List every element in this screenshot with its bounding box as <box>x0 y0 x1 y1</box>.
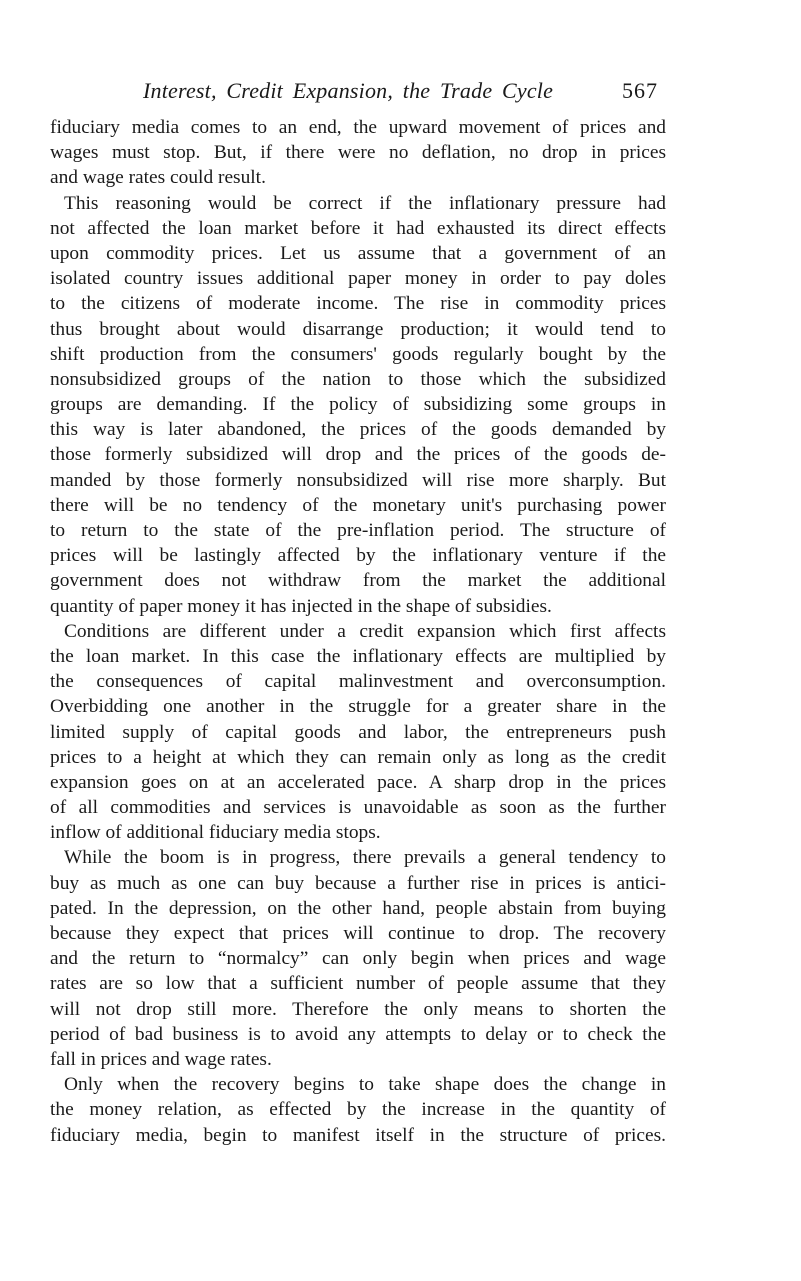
text-line: will not drop still more. Therefore the only means to shorten the <box>50 998 666 1020</box>
text-line: Overbidding one another in the struggle for a greater share in the <box>50 696 666 718</box>
text-line: quantity of paper money it has injected in the shape of subsidies. <box>50 595 552 617</box>
text-line: Conditions are different under a credit expansion which first affects <box>64 620 666 642</box>
text-line: this way is later abandoned, the prices of the goods demanded by <box>50 419 666 441</box>
text-line: inflow of additional fiduciary media stops. <box>50 822 381 844</box>
text-line: fall in prices and wage rates. <box>50 1048 272 1070</box>
text-line: to the citizens of moderate income. The rise in commodity prices <box>50 293 666 315</box>
paragraph <box>50 845 666 1072</box>
paragraph <box>50 115 666 191</box>
text-line: While the boom is in progress, there prevails a general tendency to <box>64 847 666 869</box>
text-line: the consequences of capital malinvestment and overconsumption. <box>50 671 666 693</box>
text-line: those formerly subsidized will drop and the prices of the goods de- <box>50 444 666 466</box>
paragraph <box>50 619 666 846</box>
text-line: wages must stop. But, if there were no deflation, no drop in prices <box>50 142 666 164</box>
text-line: buy as much as one can buy because a further rise in prices is antici- <box>50 872 666 894</box>
text-line: manded by those formerly nonsubsidized will rise more sharply. But <box>50 469 666 491</box>
text-line: thus brought about would disarrange production; it would tend to <box>50 318 666 340</box>
text-line: groups are demanding. If the policy of subsidizing some groups in <box>50 394 666 416</box>
text-line: period of bad business is to avoid any attempts to delay or to check the <box>50 1023 666 1045</box>
text-line: to return to the state of the pre-inflation period. The structure of <box>50 520 666 541</box>
text-line: prices will be lastingly affected by the inflationary venture if the <box>50 545 666 567</box>
text-line: This reasoning would be correct if the inflationary pressure had <box>64 192 666 214</box>
text-line: isolated country issues additional paper money in order to pay doles <box>50 268 666 290</box>
page-number: 567 <box>622 78 658 103</box>
text-line: limited supply of capital goods and labor, the entrepreneurs push <box>50 721 666 743</box>
text-line: of all commodities and services is unavoidable as soon as the further <box>50 797 666 819</box>
text-line: rates are so low that a sufficient number of people assume that they <box>50 973 666 995</box>
text-line: not affected the loan market before it had exhausted its direct effects <box>50 217 666 239</box>
paragraph <box>50 191 666 619</box>
running-head <box>50 78 658 118</box>
text-line: fiduciary media, begin to manifest itself in the structure of prices. <box>50 1124 666 1146</box>
text-line: and wage rates could result. <box>50 167 266 189</box>
text-line: fiduciary media comes to an end, the upward movement of prices and <box>50 117 666 138</box>
text-line: because they expect that prices will continue to drop. The recovery <box>50 923 666 944</box>
text-line: the money relation, as effected by the increase in the quantity of <box>50 1099 666 1121</box>
text-line: prices to a height at which they can remain only as long as the credit <box>50 746 666 768</box>
running-title: Interest, Credit Expansion, the Trade Cycle <box>143 78 554 103</box>
body-text <box>50 115 666 1148</box>
text-line: government does not withdraw from the market the additional <box>50 570 666 592</box>
text-line: and the return to “normalcy” can only begin when prices and wage <box>50 948 666 970</box>
text-line: there will be no tendency of the monetary unit's purchasing power <box>50 494 666 516</box>
paragraph <box>50 1072 666 1148</box>
text-line: nonsubsidized groups of the nation to those which the subsidized <box>50 368 666 390</box>
text-line: pated. In the depression, on the other hand, people abstain from buying <box>50 897 666 919</box>
text-line: Only when the recovery begins to take shape does the change in <box>64 1074 666 1096</box>
text-line: the loan market. In this case the inflationary effects are multiplied by <box>50 645 666 667</box>
text-line: upon commodity prices. Let us assume that a government of an <box>50 242 666 264</box>
text-line: shift production from the consumers' goods regularly bought by the <box>50 343 666 365</box>
text-line: expansion goes on at an accelerated pace. A sharp drop in the prices <box>50 771 666 793</box>
